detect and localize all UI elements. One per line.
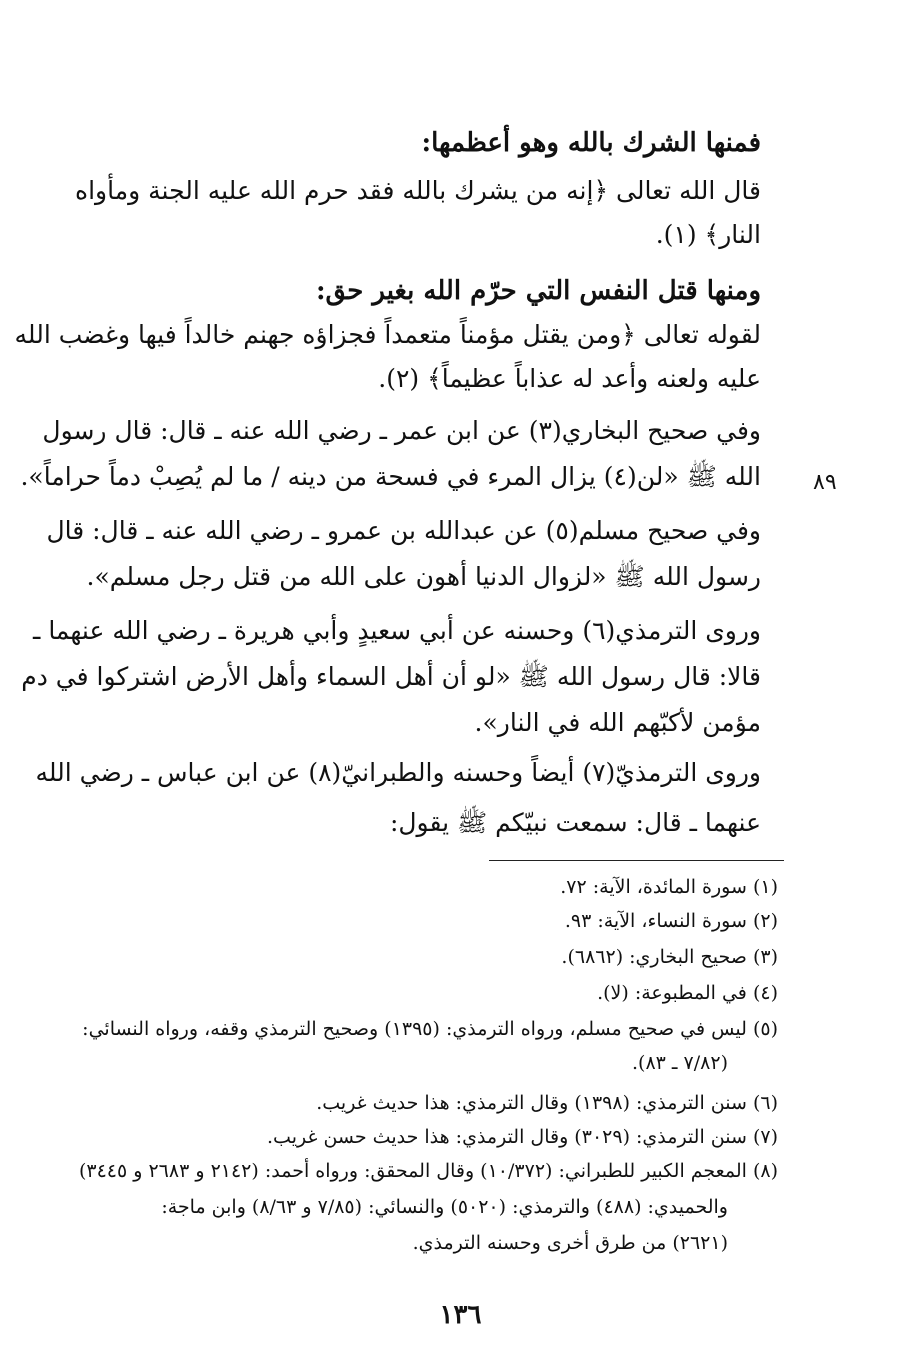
- footnote-continuation: (٢٦٢١) من طرق أخرى وحسنه الترمذي.: [412, 1232, 728, 1254]
- body-line: قال الله تعالى ﴿إنه من يشرك بالله فقد حرم الله عليه الجنة ومأواه: [74, 176, 761, 205]
- footnote-continuation: (٧/٨٢ ـ ٨٣).: [632, 1052, 728, 1074]
- marginal-page-number: ٨٩: [813, 470, 837, 495]
- footnote-number: (٢): [752, 910, 778, 932]
- footnote-continuation: والحميدي: (٤٨٨) والترمذي: (٥٠٢٠) والنسائي: (٧/٨٥ و ٨/٦٣) وابن ماجة:: [161, 1196, 728, 1218]
- footnote: [88, 1092, 778, 1115]
- footnote: [88, 876, 778, 899]
- body-line: وروى الترمذيّ(٧) أيضاً وحسنه والطبرانيّ(٨) عن ابن عباس ـ رضي الله: [35, 758, 761, 787]
- footnote: [82, 1018, 778, 1041]
- page-number: ١٣٦: [439, 1300, 482, 1330]
- footnote: [88, 910, 778, 933]
- footnote-text: في المطبوعة: (لا).: [597, 982, 747, 1004]
- footnote-number: (١): [752, 876, 778, 898]
- footnote: [88, 1126, 778, 1149]
- footnote-number: (٤): [752, 982, 778, 1004]
- body-line: الله ﷺ «لن(٤) يزال المرء في فسحة من دينه / ما لم يُصِبْ دماً حراماً».: [20, 462, 761, 491]
- footnote-text: سنن الترمذي: (١٣٩٨) وقال الترمذي: هذا حديث غريب.: [316, 1092, 747, 1114]
- footnote-number: (٧): [752, 1126, 778, 1148]
- footnote-separator: [489, 860, 784, 861]
- body-line: لقوله تعالى ﴿ومن يقتل مؤمناً متعمداً فجزاؤه جهنم خالداً فيها وغضب الله: [14, 320, 761, 349]
- footnote-number: (٥): [752, 1018, 778, 1040]
- footnote-text: سنن الترمذي: (٣٠٢٩) وقال الترمذي: هذا حديث حسن غريب.: [267, 1126, 747, 1148]
- footnote-number: (٨): [752, 1160, 778, 1182]
- footnote-text: سورة النساء، الآية: ٩٣.: [564, 910, 747, 932]
- body-line: وفي صحيح مسلم(٥) عن عبدالله بن عمرو ـ رضي الله عنه ـ قال: قال: [46, 516, 761, 545]
- footnote: [88, 946, 778, 969]
- body-line: قالا: قال رسول الله ﷺ «لو أن أهل السماء وأهل الأرض اشتركوا في دم: [21, 662, 761, 691]
- footnote-text: سورة المائدة، الآية: ٧٢.: [560, 876, 747, 898]
- footnote: [88, 982, 778, 1005]
- body-line: مؤمن لأكبّهم الله في النار».: [474, 708, 761, 737]
- footnote-number: (٣): [752, 946, 778, 968]
- body-line: النار﴾ (١).: [655, 220, 761, 249]
- body-line: عليه ولعنه وأعد له عذاباً عظيماً﴾ (٢).: [378, 364, 761, 393]
- section-heading: فمنها الشرك بالله وهو أعظمها:: [421, 128, 761, 158]
- footnote-text: صحيح البخاري: (٦٨٦٢).: [561, 946, 747, 968]
- body-line: وروى الترمذي(٦) وحسنه عن أبي سعيدٍ وأبي هريرة ـ رضي الله عنهما ـ: [33, 616, 761, 645]
- body-line: رسول الله ﷺ «لزوال الدنيا أهون على الله من قتل رجل مسلم».: [86, 562, 761, 591]
- footnote-text: المعجم الكبير للطبراني: (١٠/٣٧٢) وقال المحقق: ورواه أحمد: (٢١٤٢ و ٢٦٨٣ و ٣٤٤٥): [78, 1160, 747, 1182]
- footnote-number: (٦): [752, 1092, 778, 1114]
- body-line: وفي صحيح البخاري(٣) عن ابن عمر ـ رضي الله عنه ـ قال: قال رسول: [42, 416, 761, 445]
- footnote-text: ليس في صحيح مسلم، ورواه الترمذي: (١٣٩٥) وصحيح الترمذي وقفه، ورواه النسائي:: [82, 1018, 747, 1040]
- footnote: [78, 1160, 778, 1183]
- section-heading: ومنها قتل النفس التي حرّم الله بغير حق:: [315, 276, 761, 306]
- body-line: عنهما ـ قال: سمعت نبيّكم ﷺ يقول:: [389, 808, 761, 837]
